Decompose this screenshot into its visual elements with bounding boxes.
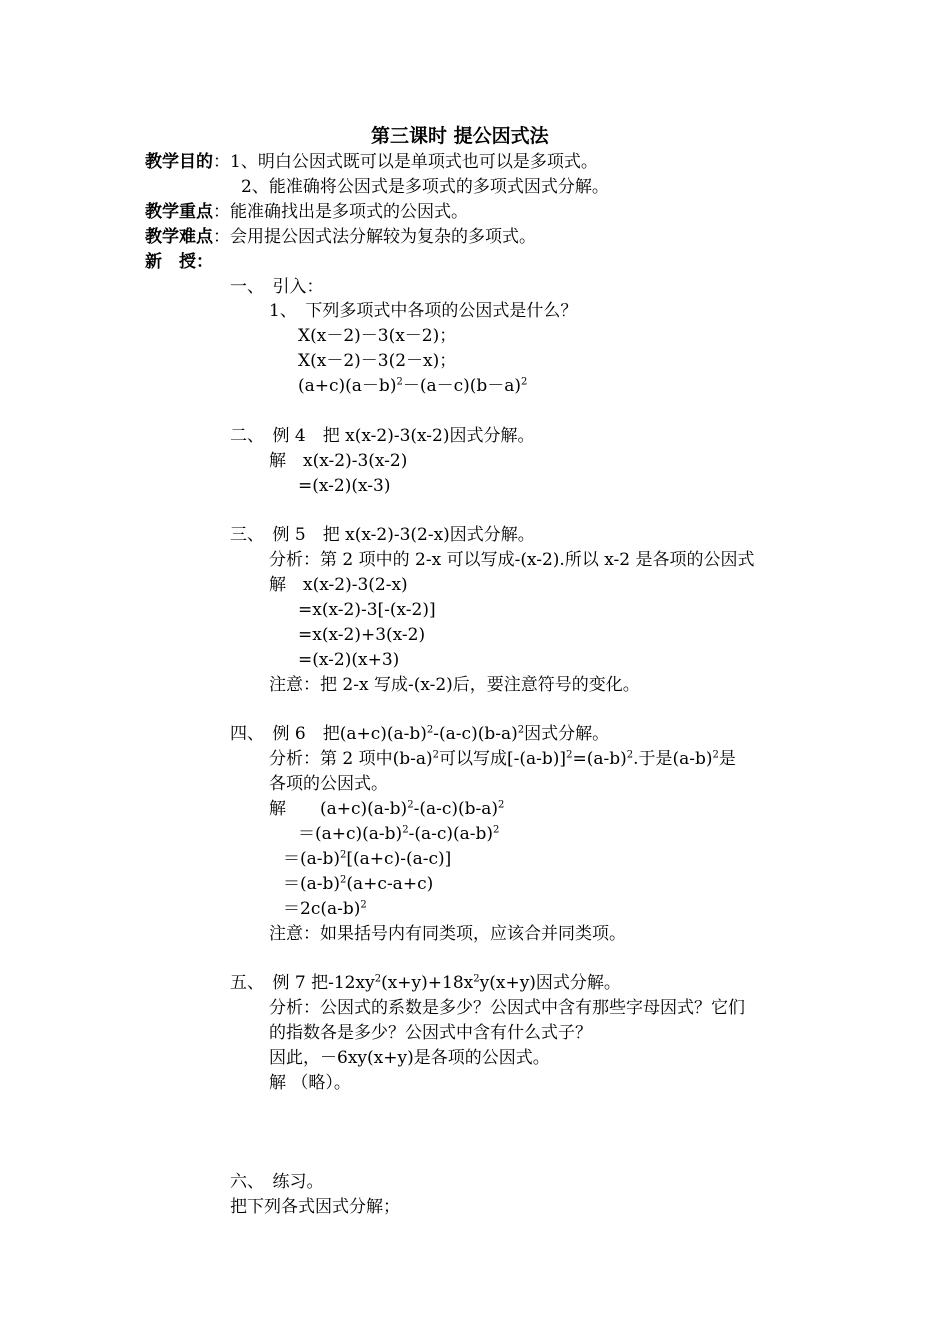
s4-s5-sup: 2 xyxy=(360,899,367,911)
s3-solution-2: =x(x-2)-3[-(x-2)] xyxy=(298,600,436,620)
s4-s1-b: -(a-c)(b-a) xyxy=(413,799,499,819)
s4-solution-2 xyxy=(298,822,499,846)
s4-h-b: -(a-c)(b-a) xyxy=(433,724,518,744)
s4-analysis-2: 各项的公因式。 xyxy=(269,774,388,794)
s4-s4-b: (a+c-a+c) xyxy=(346,874,434,894)
s2-solution-2: =(x-2)(x-3) xyxy=(298,476,391,496)
key-colon: ： xyxy=(213,202,230,222)
s3-note: 注意：把 2-x 写成-(x-2)后，要注意符号的变化。 xyxy=(269,675,640,695)
s2-solution-1: 解 x(x-2)-3(x-2) xyxy=(269,451,408,471)
goal-colon: ： xyxy=(213,152,230,172)
s1-expr-1: X(x－2)－3(x－2)； xyxy=(298,326,457,346)
s4-an-e: 是 xyxy=(718,749,736,769)
diff-text: 会用提公因式法分解较为复杂的多项式。 xyxy=(230,227,536,247)
s1-e3-sup1: 2 xyxy=(396,376,403,388)
s5-analysis-2: 的指数各是多少？公因式中含有什么式子？ xyxy=(269,1023,592,1043)
s4-an-a: 分析：第 2 项中(b-a) xyxy=(269,749,433,769)
s3-heading: 三、 例 5 把 x(x-2)-3(2-x)因式分解。 xyxy=(230,525,535,545)
s5-h-sup2: 2 xyxy=(473,973,480,985)
s4-an-sup3: 2 xyxy=(626,749,634,761)
goal-label: 教学目的 xyxy=(145,152,213,172)
s4-analysis xyxy=(269,747,736,771)
s4-s1-sup1: 2 xyxy=(407,799,414,811)
goal-2: 2、能准确将公因式是多项式的多项式因式分解。 xyxy=(241,177,609,197)
s5-h-c: y(x+y)因式分解。 xyxy=(479,973,621,993)
key-label: 教学重点 xyxy=(145,202,213,222)
s4-an-sup2: 2 xyxy=(566,749,573,761)
s5-analysis-1: 分析：公因式的系数是多少？公因式中含有那些字母因式？它们 xyxy=(269,998,745,1018)
s5-h-b: (x+y)+18x xyxy=(381,973,474,993)
s1-heading: 一、 引入： xyxy=(230,277,324,297)
s4-heading xyxy=(230,722,609,746)
s3-solution-4: =(x-2)(x+3) xyxy=(298,650,400,670)
s4-s1-sup2: 2 xyxy=(498,799,505,811)
teaching-key xyxy=(145,200,468,224)
s4-an-sup4: 2 xyxy=(712,749,719,761)
s4-h-sup2: 2 xyxy=(517,724,525,736)
s3-solution-1: 解 x(x-2)-3(2-x) xyxy=(269,575,408,595)
s4-an-c: =(a-b) xyxy=(572,749,627,769)
s4-s1-a: 解 (a+c)(a-b) xyxy=(269,799,408,819)
s4-h-a: 四、 例 6 把(a+c)(a-b) xyxy=(230,724,427,744)
s1-expr-3 xyxy=(298,374,527,398)
s4-s2-a: ＝(a+c)(a-b) xyxy=(298,824,403,844)
s3-analysis: 分析：第 2 项中的 2-x 可以写成-(x-2).所以 x-2 是各项的公因式 xyxy=(269,550,755,570)
new-lesson xyxy=(145,250,213,274)
s4-an-sup1: 2 xyxy=(432,749,440,761)
s4-solution-3 xyxy=(283,847,451,871)
s4-s5-a: ＝2c(a-b) xyxy=(283,899,361,919)
teaching-goal xyxy=(145,150,598,174)
s6-heading: 六、 练习。 xyxy=(230,1172,324,1192)
s4-s2-sup2: 2 xyxy=(493,824,500,836)
s1-e3-sup2: 2 xyxy=(521,376,528,388)
s5-therefore: 因此，－6xy(x+y)是各项的公因式。 xyxy=(269,1048,550,1068)
s4-s3-a: ＝(a-b) xyxy=(283,849,341,869)
s2-heading: 二、 例 4 把 x(x-2)-3(x-2)因式分解。 xyxy=(230,426,535,446)
s1-e3-a: (a+c)(a－b) xyxy=(298,376,397,396)
s4-s3-sup: 2 xyxy=(340,849,347,861)
s4-s4-a: ＝(a-b) xyxy=(283,874,341,894)
s5-heading xyxy=(230,971,621,995)
s4-an-b: 可以写成[-(a-b)] xyxy=(439,749,567,769)
page-title: 第三课时 提公因式法 xyxy=(371,125,549,147)
diff-label: 教学难点 xyxy=(145,227,213,247)
s4-solution-1 xyxy=(269,797,504,821)
s4-h-sup1: 2 xyxy=(426,724,434,736)
s4-note: 注意：如果括号内有同类项，应该合并同类项。 xyxy=(269,924,626,944)
s1-e3-b: －(a－c)(b－a) xyxy=(402,376,522,396)
goal-1: 1、明白公因式既可以是单项式也可以是多项式。 xyxy=(230,152,598,172)
s4-s4-sup: 2 xyxy=(340,874,347,886)
teaching-difficulty xyxy=(145,225,536,249)
new-label: 新 授 xyxy=(145,252,196,272)
s4-h-c: 因式分解。 xyxy=(524,724,610,744)
s4-s2-sup1: 2 xyxy=(402,824,409,836)
s5-h-a: 五、 例 7 把-12xy xyxy=(230,973,375,993)
s5-h-sup1: 2 xyxy=(374,973,382,985)
s5-solution: 解 （略）。 xyxy=(269,1073,351,1093)
diff-colon: ： xyxy=(213,227,230,247)
s4-s2-b: -(a-c)(a-b) xyxy=(408,824,494,844)
s3-solution-3: =x(x-2)+3(x-2) xyxy=(298,625,426,645)
s4-solution-5 xyxy=(283,897,367,921)
s4-an-d: .于是(a-b) xyxy=(633,749,713,769)
s1-question: 1、 下列多项式中各项的公因式是什么？ xyxy=(269,301,578,321)
key-text: 能准确找出是多项式的公因式。 xyxy=(230,202,468,222)
s4-s3-b: [(a+c)-(a-c)] xyxy=(346,849,452,869)
s4-solution-4 xyxy=(283,872,433,896)
new-colon: ： xyxy=(196,252,213,272)
s1-expr-2: X(x－2)－3(2－x)； xyxy=(298,351,457,371)
s6-instruction: 把下列各式因式分解； xyxy=(230,1197,400,1217)
